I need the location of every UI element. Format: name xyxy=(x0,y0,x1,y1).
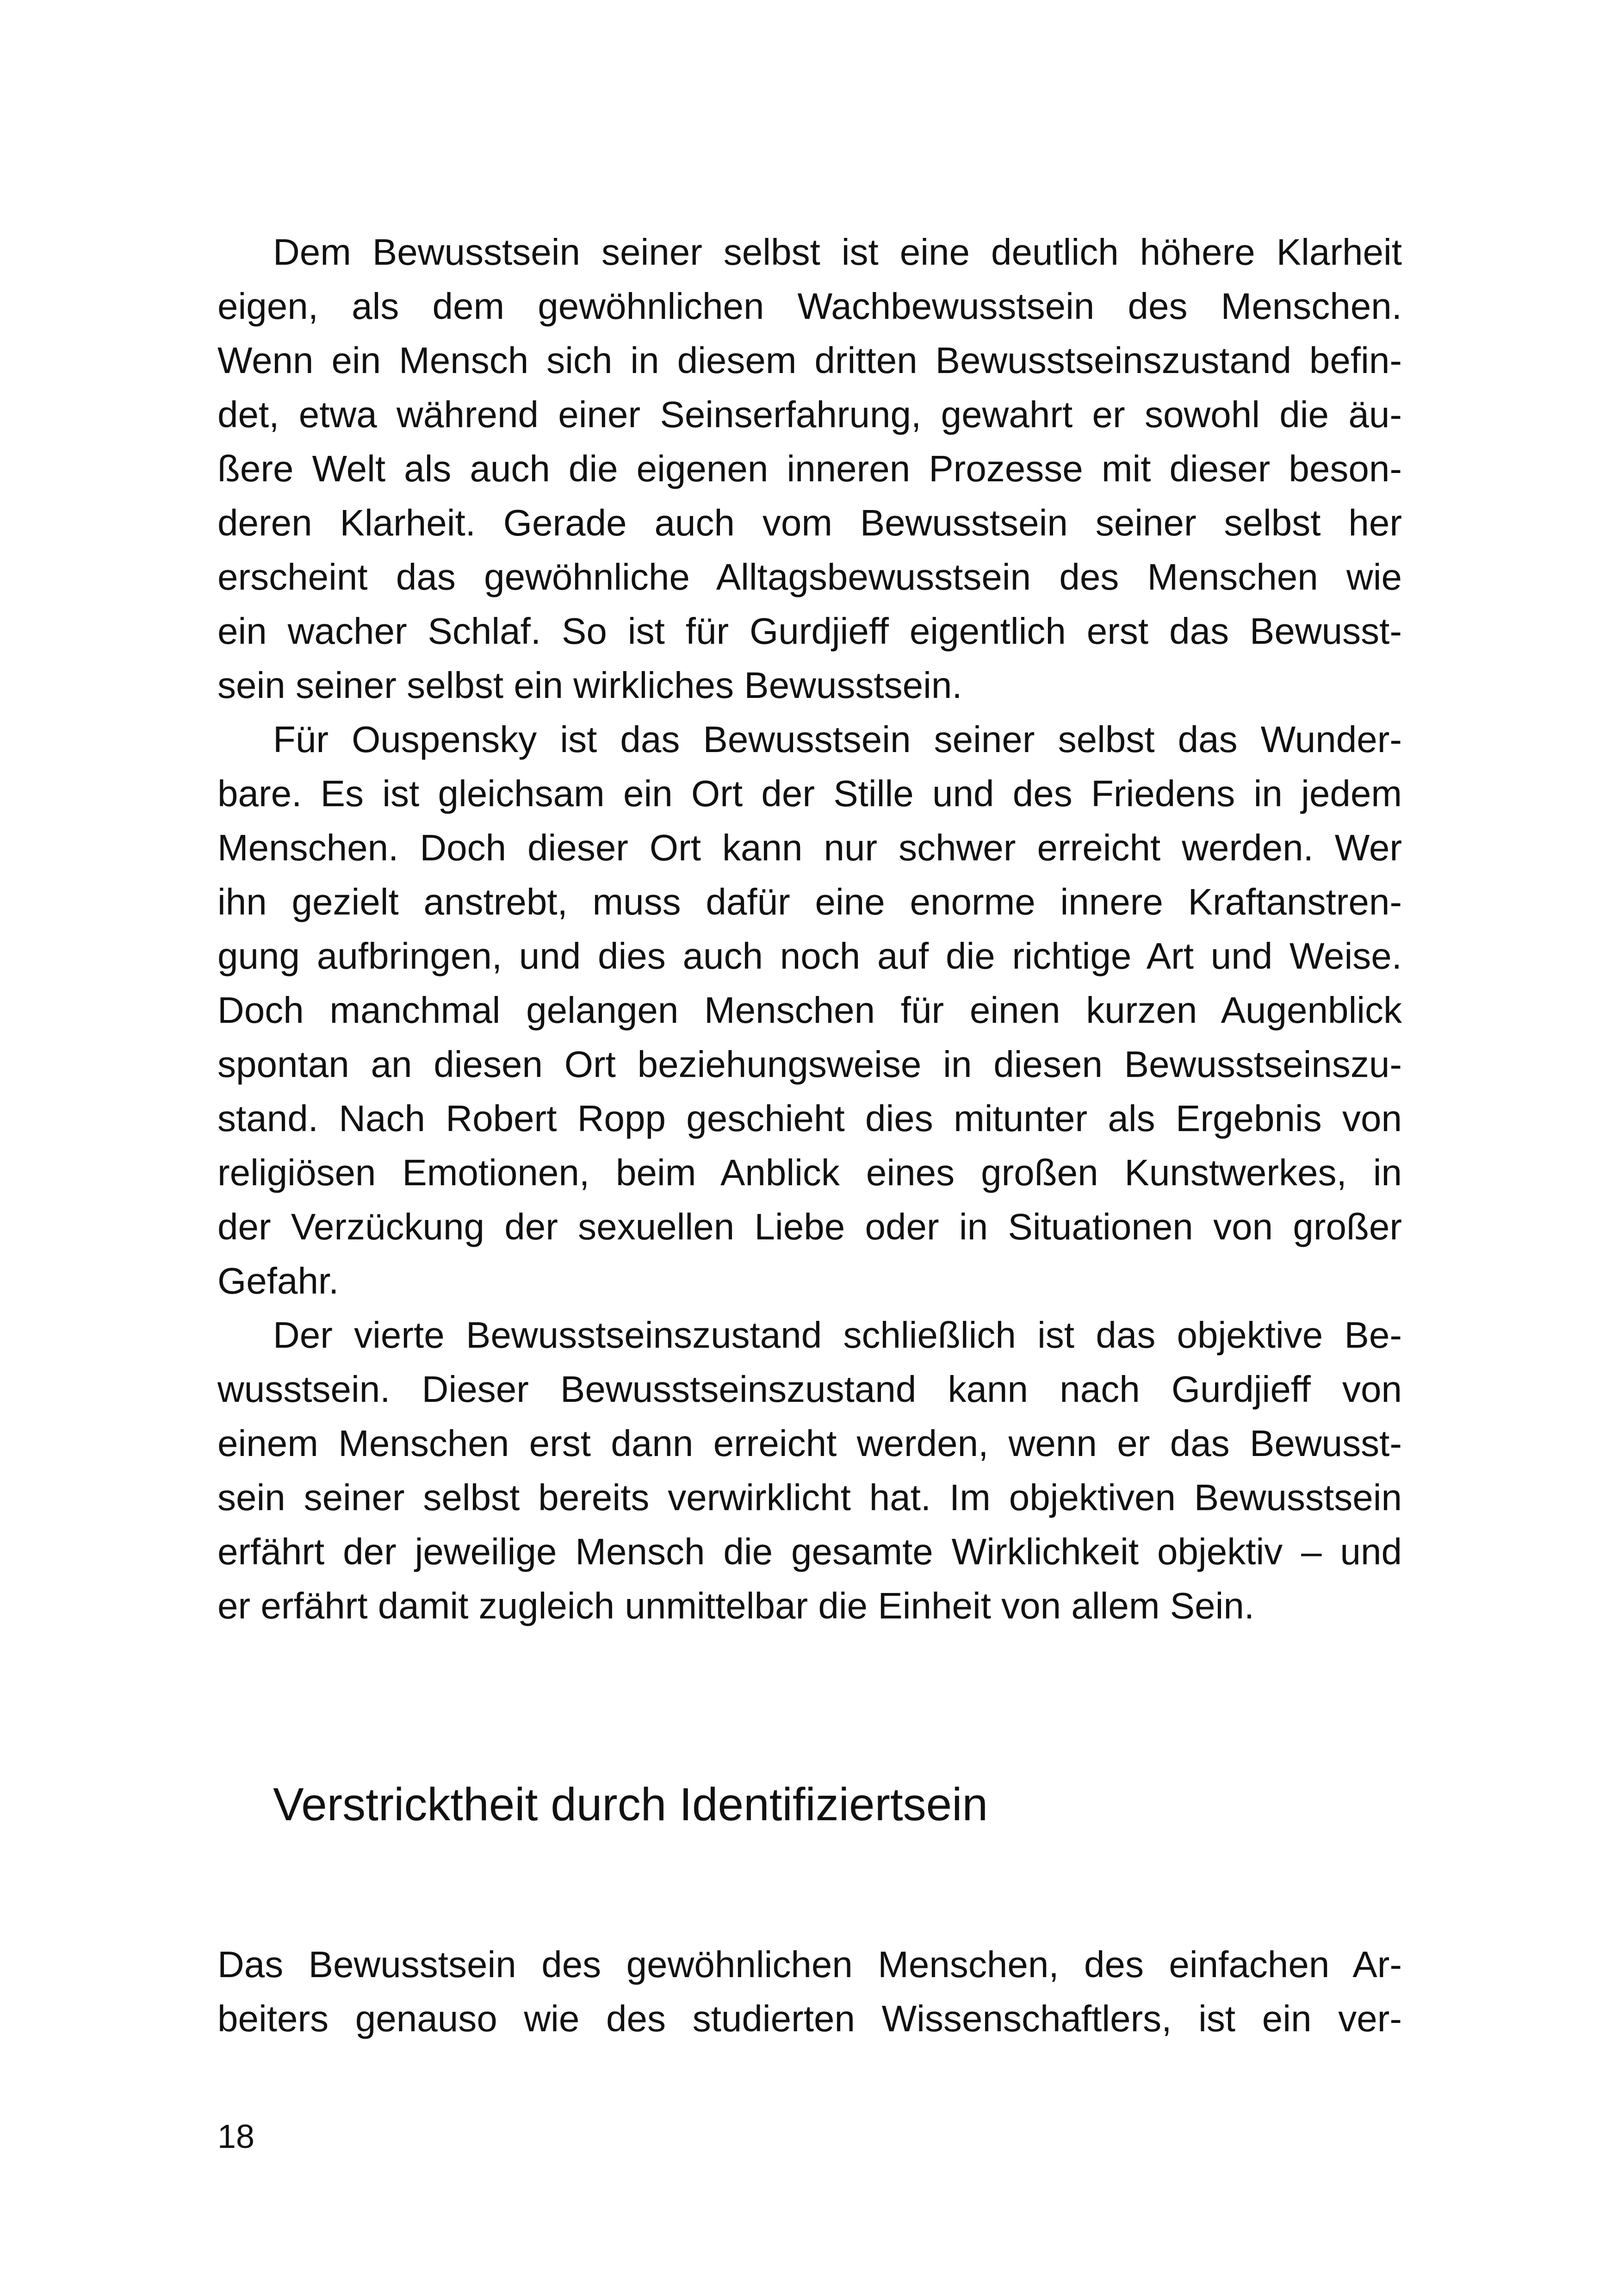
text-line: wusstsein. Dieser Bewusstseinszustand kann nach Gurdjieff von xyxy=(217,1369,1402,1410)
text-line: ihn gezielt anstrebt, muss dafür eine enorme innere Kraftanstren- xyxy=(217,881,1402,922)
text-line: Doch manchmal gelangen Menschen für einen kurzen Augenblick xyxy=(217,989,1402,1031)
text-line: Das Bewusstsein des gewöhnlichen Menschen, des einfachen Ar- xyxy=(217,1944,1402,1985)
text-line: ein wacher Schlaf. So ist für Gurdjieff eigentlich erst das Bewusst- xyxy=(217,610,1402,652)
text-line: spontan an diesen Ort beziehungsweise in diesen Bewusstseinszu- xyxy=(217,1044,1402,1085)
text-line: Wenn ein Mensch sich in diesem dritten Bewusstseinszustand befin- xyxy=(217,340,1402,381)
text-line: erscheint das gewöhnliche Alltagsbewusstsein des Menschen wie xyxy=(217,556,1402,597)
text-line: gung aufbringen, und dies auch noch auf die richtige Art und Weise. xyxy=(217,935,1402,977)
text-line: er erfährt damit zugleich unmittelbar die Einheit von allem Sein. xyxy=(217,1585,1255,1626)
text-line: bare. Es ist gleichsam ein Ort der Stille und des Friedens in jedem xyxy=(217,773,1402,814)
text-line: Für Ouspensky ist das Bewusstsein seiner selbst das Wunder- xyxy=(273,719,1402,760)
text-line: deren Klarheit. Gerade auch vom Bewusstsein seiner selbst her xyxy=(217,502,1402,543)
text-line: eigen, als dem gewöhnlichen Wachbewusstsein des Menschen. xyxy=(217,286,1402,327)
text-line: beiters genauso wie des studierten Wissenschaftlers, ist ein ver- xyxy=(217,1998,1402,2039)
text-line: erfährt der jeweilige Mensch die gesamte Wirklichkeit objektiv – und xyxy=(217,1531,1402,1572)
text-line: Gefahr. xyxy=(217,1260,339,1301)
text-line: Dem Bewusstsein seiner selbst ist eine deutlich höhere Klarheit xyxy=(273,231,1402,273)
text-line: Menschen. Doch dieser Ort kann nur schwer erreicht werden. Wer xyxy=(217,827,1402,868)
text-line: Der vierte Bewusstseinszustand schließlich ist das objektive Be- xyxy=(273,1314,1402,1356)
text-line: stand. Nach Robert Ropp geschieht dies mitunter als Ergebnis von xyxy=(217,1098,1402,1139)
page-number: 18 xyxy=(217,2118,255,2155)
text-line: der Verzückung der sexuellen Liebe oder in Situationen von großer xyxy=(217,1206,1402,1247)
text-line: sein seiner selbst bereits verwirklicht hat. Im objektiven Bewusstsein xyxy=(217,1477,1402,1518)
text-line: det, etwa während einer Seinserfahrung, gewahrt er sowohl die äu- xyxy=(217,394,1402,435)
text-line: ßere Welt als auch die eigenen inneren Prozesse mit dieser beson- xyxy=(217,448,1402,489)
text-line: religiösen Emotionen, beim Anblick eines großen Kunstwerkes, in xyxy=(217,1152,1402,1193)
section-heading: Verstricktheit durch Identifiziertsein xyxy=(273,1779,988,1830)
text-line: einem Menschen erst dann erreicht werden, wenn er das Bewusst- xyxy=(217,1423,1402,1464)
text-line: sein seiner selbst ein wirkliches Bewusstsein. xyxy=(217,665,962,706)
